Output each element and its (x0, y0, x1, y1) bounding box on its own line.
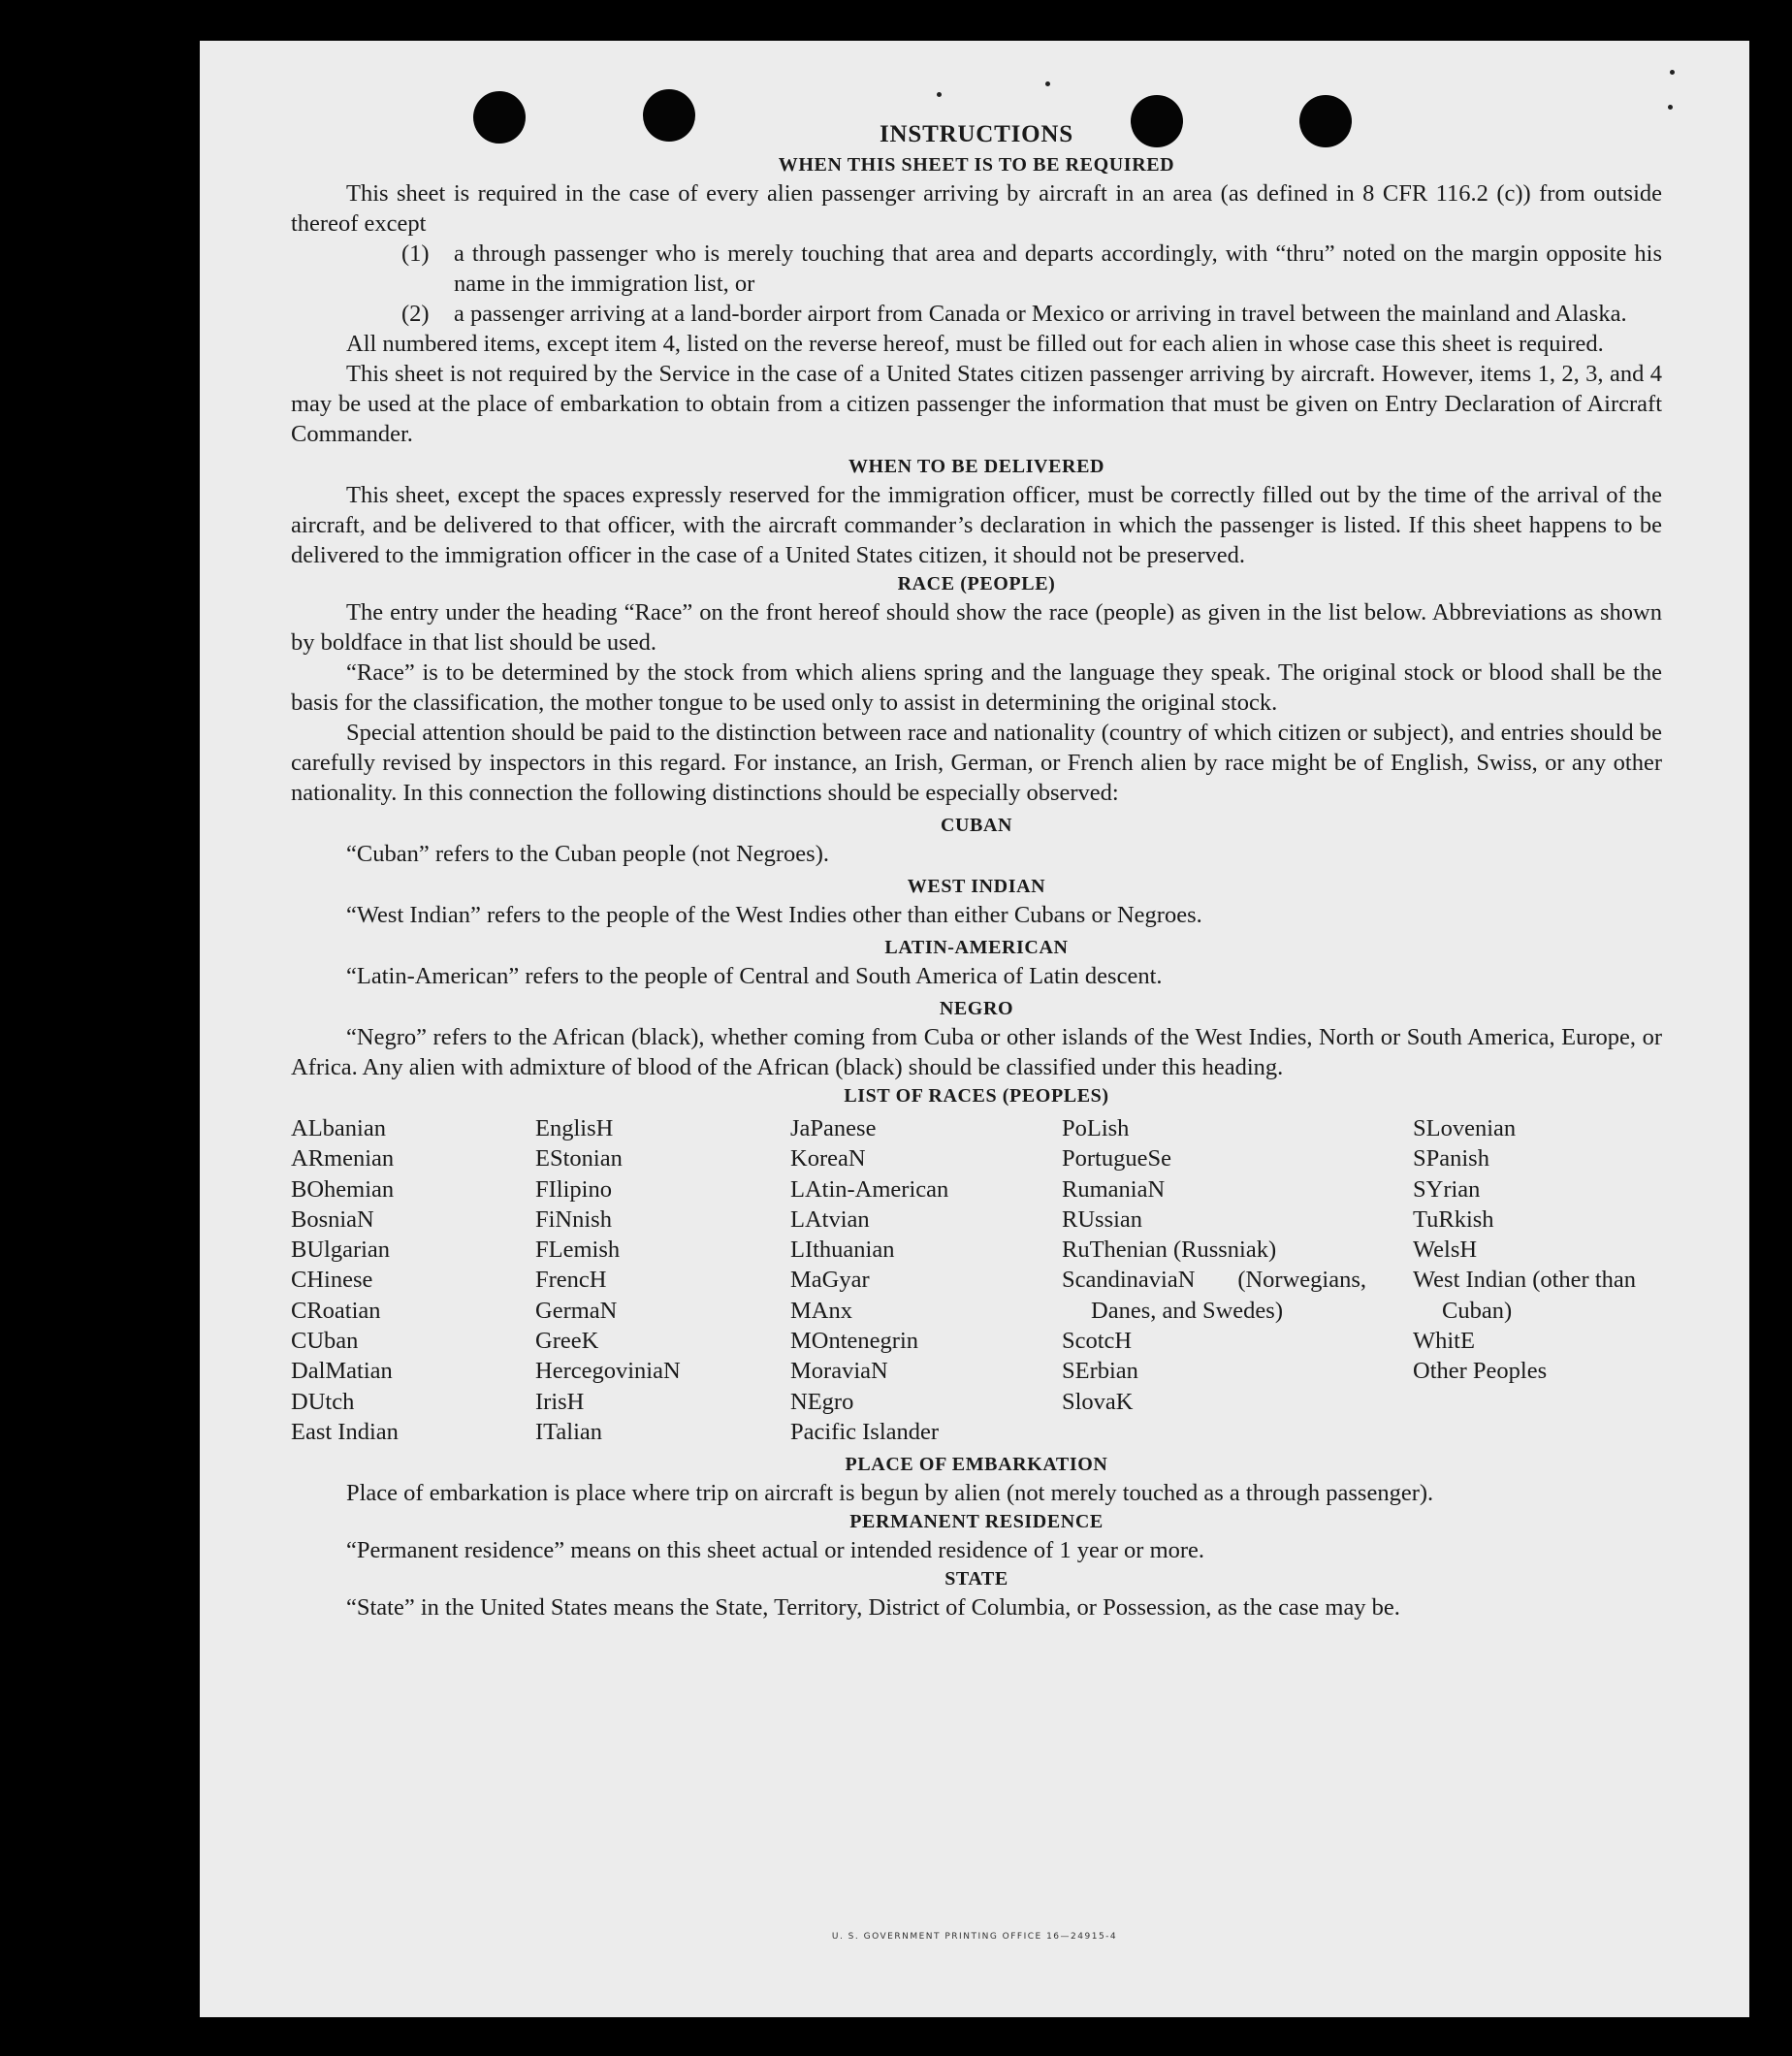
race-item: WelsH (1413, 1237, 1478, 1264)
race-item: HercegoviniaN (535, 1358, 681, 1385)
race-item: FIlipino (535, 1175, 612, 1203)
exception-text: a through passenger who is merely touching that area and departs accordingly, with “thru” noted on the margin opposite his name in the immigration list, or (454, 241, 1662, 297)
heading-residence: PERMANENT RESIDENCE (849, 1511, 1104, 1533)
latin-american-text: “Latin-American” refers to the people of Central and South America of Latin descent. (346, 963, 1163, 989)
race-item: SLovenian (1413, 1115, 1517, 1141)
race-item: RuThenian (Russniak) (1062, 1237, 1277, 1264)
race-item: ALbanian (291, 1115, 386, 1141)
race-item: LIthuanian (790, 1237, 895, 1264)
race-item: GermaN (535, 1297, 618, 1324)
instructions-content (291, 118, 1662, 1622)
exception-text: a passenger arriving at a land-border airport from Canada or Mexico or arriving in travel between the mainland and Alaska. (454, 301, 1627, 327)
race-item: WhitE (1413, 1328, 1475, 1355)
race-item: Other Peoples (1413, 1358, 1548, 1385)
race-column (1413, 1113, 1662, 1447)
race-item: FrencH (535, 1267, 607, 1294)
heading-state: STATE (944, 1568, 1008, 1590)
exception-item (291, 299, 1662, 329)
race-item: BosniaN (291, 1205, 374, 1233)
heading-negro: NEGRO (939, 998, 1014, 1019)
race-item: PortugueSe (1062, 1145, 1171, 1173)
race-item: CHinese (291, 1267, 373, 1294)
heading-embarkation: PLACE OF EMBARKATION (845, 1454, 1108, 1476)
race-item: PoLish (1062, 1115, 1130, 1141)
race-item: FiNnish (535, 1205, 612, 1233)
race-item: SYrian (1413, 1175, 1481, 1203)
residence-text: “Permanent residence” means on this sheet actual or intended residence of 1 year or more. (346, 1537, 1205, 1564)
speck (1668, 105, 1673, 110)
race-item: RumaniaN (1062, 1175, 1166, 1203)
negro-text: “Negro” refers to the African (black), whether coming from Cuba or other islands of the West Indies, North or South America, Europe, or Africa. Any alien with admixture of blood of the African (black) should be classified under this heading. (291, 1024, 1662, 1080)
state-text: “State” in the United States means the State, Territory, District of Columbia, or Possession, as the case may be. (346, 1594, 1400, 1622)
embarkation-text: Place of embarkation is place where trip on aircraft is begun by alien (not merely touched as a through passenger). (346, 1480, 1434, 1507)
speck (1670, 70, 1675, 75)
race-item: Pacific Islander (790, 1418, 940, 1445)
race-paragraph: “Race” is to be determined by the stock from which aliens spring and the language they speak. The original stock or blood shall be the basis for the classification, the mother tongue to be used only to assist in determining the original stock. (291, 659, 1662, 716)
race-item: IrisH (535, 1388, 585, 1415)
heading-delivered: WHEN TO BE DELIVERED (848, 456, 1105, 477)
race-item: DUtch (291, 1388, 355, 1415)
race-paragraph: Special attention should be paid to the distinction between race and nationality (country of which citizen or subject), and entries should be carefully revised by inspectors in this regard. For instance, an Irish, German, or French alien by race might be of English, Swiss, or any other nationality. In this connection the following distinctions should be especially observed: (291, 720, 1662, 806)
race-item: ScotcH (1062, 1328, 1133, 1355)
race-item: LAtvian (790, 1205, 870, 1233)
heading-west-indian: WEST INDIAN (907, 876, 1046, 897)
race-list (291, 1113, 1662, 1447)
race-item: KoreaN (790, 1145, 866, 1173)
race-item: FLemish (535, 1237, 621, 1264)
race-item: BOhemian (291, 1175, 395, 1203)
race-column (1062, 1113, 1413, 1447)
exception-number: (1) (401, 241, 430, 267)
printer-imprint: U. S. GOVERNMENT PRINTING OFFICE 16—24915-4 (831, 1932, 1118, 1942)
race-item: BUlgarian (291, 1237, 391, 1264)
speck (937, 92, 942, 97)
cuban-text: “Cuban” refers to the Cuban people (not Negroes). (346, 841, 829, 867)
exception-number: (2) (401, 301, 430, 327)
west-indian-text: “West Indian” refers to the people of the West Indies other than either Cubans or Negroes. (346, 902, 1202, 928)
race-item: MoraviaN (790, 1358, 888, 1385)
race-item: RUssian (1062, 1205, 1143, 1233)
race-item: GreeK (535, 1328, 599, 1355)
delivered-text: This sheet, except the spaces expressly reserved for the immigration officer, must be correctly filled out by the time of the arrival of the aircraft, and be delivered to that officer, with the aircraft commander’s declaration in which the passenger is listed. If this sheet happens to be delivered to the immigration officer in the case of a United States citizen, it should not be preserved. (291, 482, 1662, 568)
race-item: ARmenian (291, 1145, 395, 1173)
race-item: JaPanese (790, 1115, 877, 1141)
race-item: SlovaK (1062, 1388, 1134, 1415)
document-sheet (200, 41, 1749, 2017)
race-item: TuRkish (1413, 1205, 1494, 1233)
heading-race: RACE (PEOPLE) (897, 573, 1056, 594)
heading-list-of-races: LIST OF RACES (PEOPLES) (844, 1085, 1109, 1107)
heading-cuban: CUBAN (940, 815, 1013, 836)
exception-item (291, 239, 1662, 299)
race-column (291, 1113, 535, 1447)
race-item: DalMatian (291, 1358, 393, 1385)
heading-latin-american: LATIN-AMERICAN (884, 937, 1069, 958)
race-item: CUban (291, 1328, 359, 1355)
race-column (790, 1113, 1062, 1447)
race-item: NEgro (790, 1388, 854, 1415)
required-numbered-items: All numbered items, except item 4, listed on the reverse hereof, must be filled out for each alien in whose case this sheet is required. (346, 331, 1604, 357)
race-item: SPanish (1413, 1145, 1489, 1173)
race-paragraph: The entry under the heading “Race” on the front hereof should show the race (people) as given in the list below. Abbreviations as shown by boldface in that list should be used. (291, 599, 1662, 656)
race-item: MOntenegrin (790, 1328, 918, 1355)
page-title: INSTRUCTIONS (880, 121, 1073, 147)
race-item: East Indian (291, 1418, 399, 1445)
race-item: SErbian (1062, 1358, 1138, 1385)
required-intro: This sheet is required in the case of every alien passenger arriving by aircraft in an area (as defined in 8 CFR 116.2 (c)) from outside thereof except (291, 180, 1662, 237)
race-item: CRoatian (291, 1297, 381, 1324)
race-item: MaGyar (790, 1267, 870, 1294)
speck (1045, 81, 1050, 86)
race-item: LAtin-American (790, 1175, 949, 1203)
race-item: EStonian (535, 1145, 623, 1173)
heading-required: WHEN THIS SHEET IS TO BE REQUIRED (778, 154, 1175, 176)
race-item: EnglisH (535, 1115, 614, 1141)
race-item: ScandinaviaN (Norwegians, Danes, and Swedes) (1062, 1267, 1366, 1324)
required-citizen-note: This sheet is not required by the Service in the case of a United States citizen passenger arriving by aircraft. However, items 1, 2, 3, and 4 may be used at the place of embarkation to obtain from a citizen passenger the information that must be given on Entry Declaration of Aircraft Commander. (291, 361, 1662, 447)
race-item: West Indian (other than Cuban) (1413, 1267, 1637, 1324)
race-column (535, 1113, 790, 1447)
race-item: MAnx (790, 1297, 852, 1324)
race-item: ITalian (535, 1418, 603, 1445)
